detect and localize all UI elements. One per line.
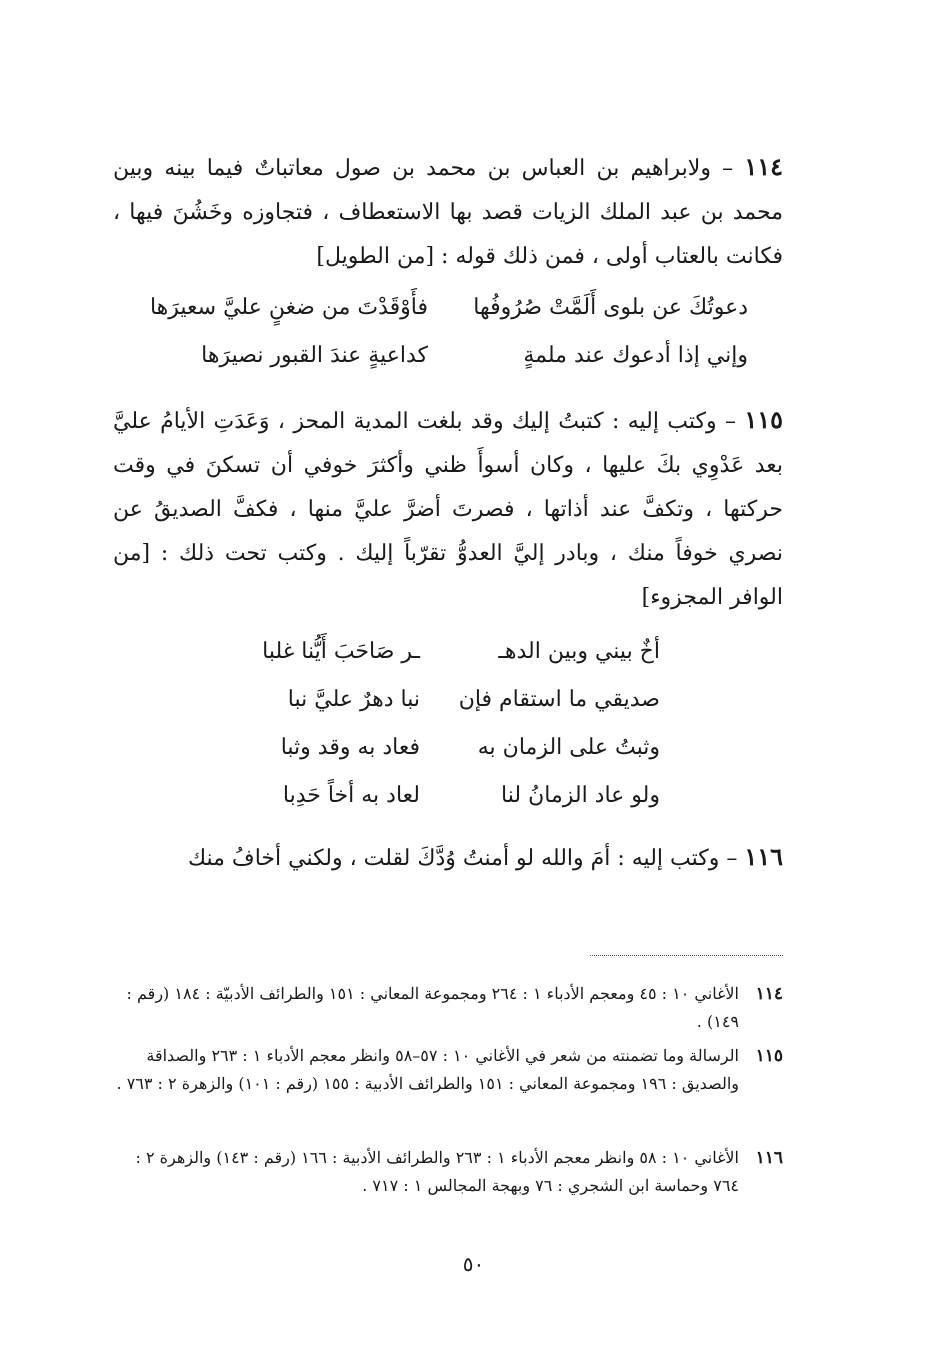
entry-number: ١١٤ [744, 152, 783, 181]
verse-line [200, 678, 660, 722]
verse-line [100, 334, 783, 378]
verse-line [200, 726, 660, 770]
entry-number: ١١٥ [744, 405, 783, 434]
first-hemistich: وإني إذا أدعوك عند ملمةٍ [523, 343, 748, 368]
entry-number: ١١٦ [744, 842, 783, 871]
footnote-text: الأغاني ١٠ : ٤٥ ومعجم الأدباء ١ : ٢٦٤ ومجموعة المعاني : ١٥١ والطرائف الأدبيّة : ١٨٤ (رقم : ١٤٩) . [126, 984, 739, 1031]
verse-line [100, 286, 783, 330]
entry-text: – وكتب إليه : كتبتُ إليك وقد بلغت المدية المحز ، وَعَدَتِ الأيامُ عليَّ بعد عَدْوِي بكَ عليها ، وكان أسوأَ ظني وأكثرَ خوفي أن تسكنَ في وقت حركتها ، وتكفَّ عند أذاتها ، فصرتَ أضرَّ عليَّ منها ، فكفَّ الصديقُ عن نصري خوفاً منك ، وبادر إليَّ العدوُّ تقرّباً إليك . وكتب تحت ذلك : [من الوافر المجزوء] [113, 409, 783, 610]
first-hemistich: دعوتُكَ عن بلوى أَلَمَّتْ صُرُوفُها [473, 295, 748, 320]
entry-text: – وكتب إليه : أمَ والله لو أمنتُ وُدَّكَ لقلت ، ولكني أخافُ منك [187, 846, 745, 871]
entry-text: – ولابراهيم بن العباس بن محمد بن صول معاتباتٌ فيما بينه وبين محمد بن عبد الملك الزيات قصد بها الاستعطاف ، فتجاوزه وخَشُنَ فيها ، فكانت بالعتاب أولى ، فمن ذلك قوله : [من الطويل] [113, 156, 783, 269]
second-hemistich: ـر صَاحَبَ أَيُّنا غلبا [262, 639, 420, 664]
footnote-number: ١١٥ [755, 1046, 783, 1066]
first-hemistich: أخٌ بيني وبين الدهـ [498, 639, 660, 664]
page-number: ٥٠ [462, 1252, 485, 1276]
first-hemistich: ولو عاد الزمانُ لنا [501, 783, 660, 808]
second-hemistich: فأَوْقَدْتَ من ضغنٍ عليَّ سعيرَها [149, 295, 428, 320]
verse-line [200, 630, 660, 674]
footnote-115 [110, 1042, 783, 1098]
second-hemistich: نبا دهرٌ عليَّ نبا [287, 687, 420, 712]
entry-114-paragraph [113, 145, 783, 279]
entry-115-paragraph [113, 398, 783, 620]
second-hemistich: فعاد به وقد وثبا [280, 735, 420, 760]
footnote-text: الرسالة وما تضمنته من شعر في الأغاني ١٠ : ٥٧–٥٨ وانظر معجم الأدباء ١ : ٢٦٣ والصداقة والصديق : ١٩٦ ومجموعة المعاني : ١٥١ والطرائف الأدبية : ١٥٥ (رقم : ١٠١) والزهرة ٢ : ٧٦٣ . [116, 1046, 739, 1093]
second-hemistich: كداعيةٍ عندَ القبور نصيرَها [201, 343, 428, 368]
footnote-114 [110, 980, 783, 1036]
verse-line [200, 774, 660, 818]
footnote-number: ١١٦ [755, 1148, 783, 1168]
footnote-text: الأغاني ١٠ : ٥٨ وانظر معجم الأدباء ١ : ٢٦٣ والطرائف الأدبية : ١٦٦ (رقم : ١٤٣) والزهرة ٢ : ٧٦٤ وحماسة ابن الشجري : ٧٦ وبهجة المجالس ١ : ٧١٧ . [135, 1148, 739, 1195]
entry-116-paragraph [113, 835, 783, 881]
footnote-116 [110, 1144, 783, 1200]
first-hemistich: وثبتُ على الزمان به [477, 735, 660, 760]
second-hemistich: لعاد به أخاً حَدِبا [282, 783, 420, 808]
footnote-number: ١١٤ [755, 984, 783, 1004]
first-hemistich: صديقي ما استقام فإن [458, 687, 660, 712]
footnote-separator [590, 955, 783, 956]
